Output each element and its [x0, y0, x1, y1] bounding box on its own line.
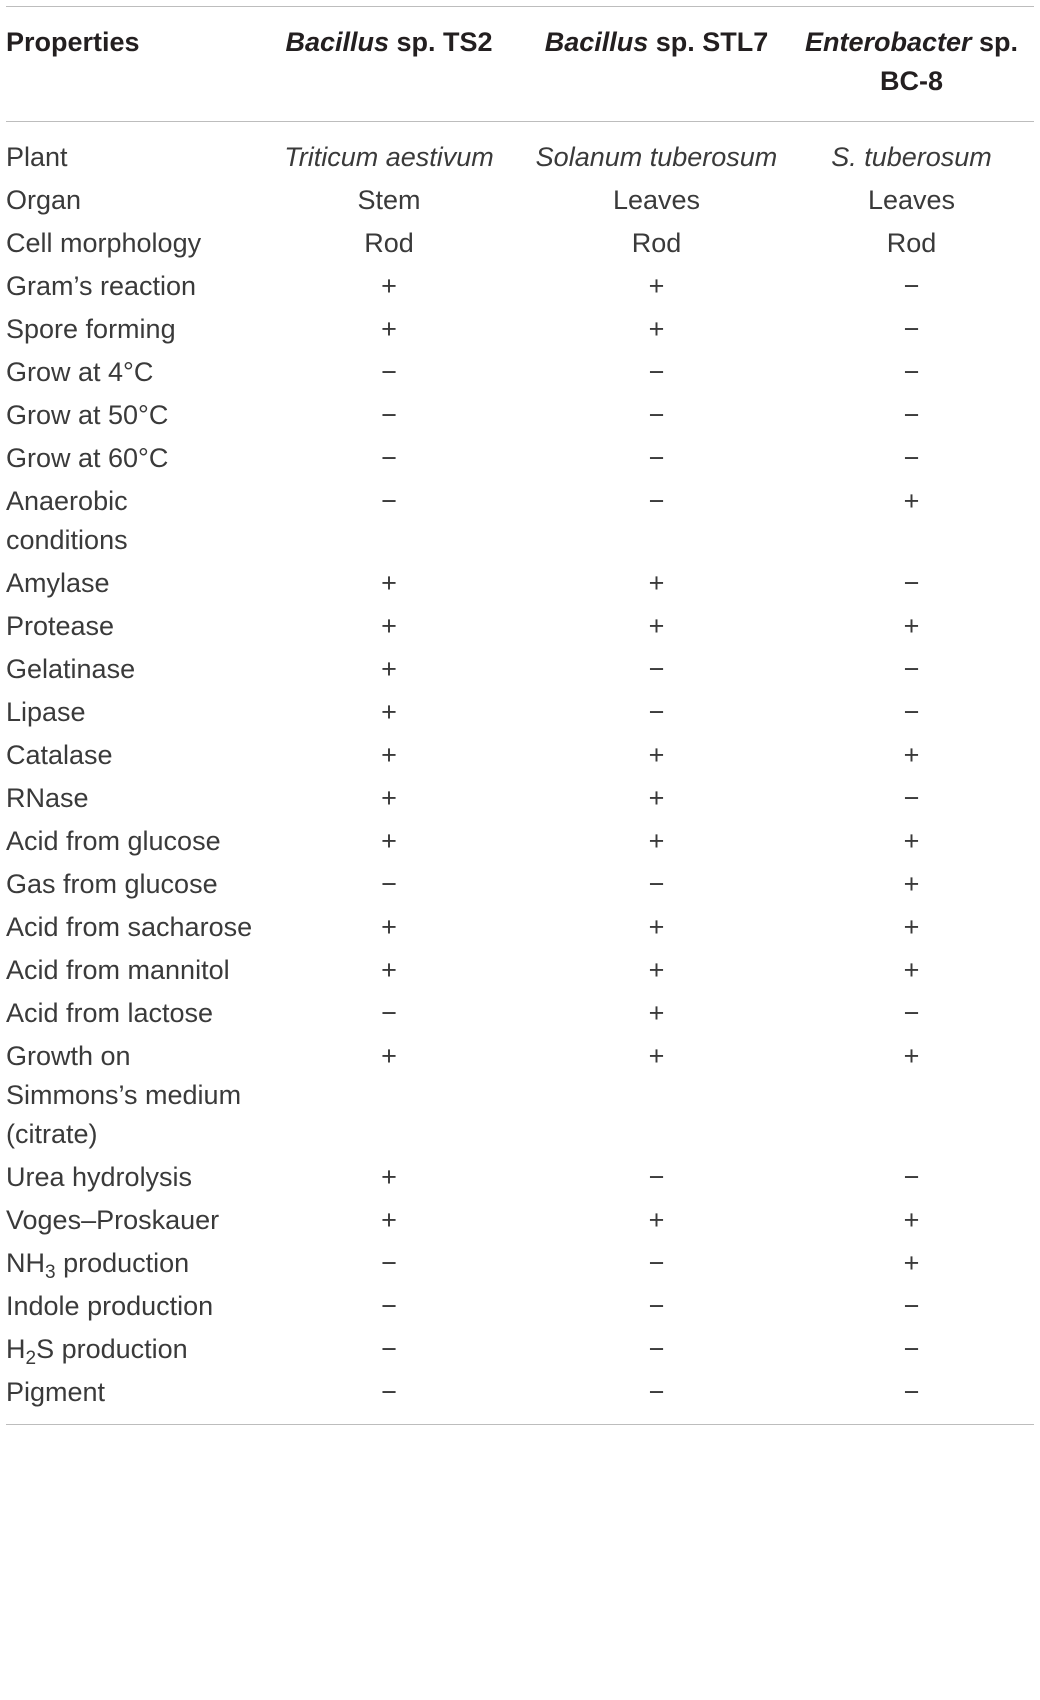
row-label: [6, 1242, 254, 1285]
row-label: Acid from mannitol: [6, 955, 230, 985]
row-label: Organ: [6, 185, 82, 215]
header-properties: Properties: [6, 7, 254, 122]
cell-value: −: [648, 1162, 665, 1192]
cell-value: −: [381, 1377, 397, 1407]
table-row: [6, 863, 1034, 906]
table-row: [6, 122, 1034, 180]
cell-value: +: [903, 955, 920, 985]
cell-value: −: [903, 443, 920, 473]
cell-value: −: [648, 443, 665, 473]
row-label: Urea hydrolysis: [6, 1162, 193, 1192]
table-row: [6, 691, 1034, 734]
cell-value: −: [648, 400, 665, 430]
row-label: Voges–Proskauer: [6, 1205, 220, 1235]
row-label: Lipase: [6, 697, 86, 727]
table-row: [6, 648, 1034, 691]
header-bacillus-ts2: [254, 7, 524, 122]
row-label: RNase: [6, 783, 89, 813]
cell-value: +: [648, 1205, 665, 1235]
header-strain: sp. TS2: [389, 27, 493, 57]
row-label: Pigment: [6, 1377, 106, 1407]
cell-value: −: [648, 357, 665, 387]
table-header: [6, 7, 1034, 122]
row-label: Catalase: [6, 740, 113, 770]
cell-value: S. tuberosum: [831, 142, 992, 172]
cell-value: −: [381, 1334, 397, 1364]
cell-value: −: [903, 1162, 920, 1192]
table-row: [6, 777, 1034, 820]
row-label-part: production: [55, 1248, 190, 1278]
row-label: Plant: [6, 142, 68, 172]
cell-value: −: [903, 357, 920, 387]
cell-value: −: [648, 486, 665, 516]
cell-value: +: [648, 611, 665, 641]
cell-value: +: [903, 611, 920, 641]
cell-value: Leaves: [867, 185, 956, 215]
row-label: Grow at 60°C: [6, 443, 169, 473]
row-label: [6, 1328, 254, 1371]
row-label-subscript: 2: [25, 1348, 37, 1369]
bacterial-properties-table: [6, 6, 1034, 1425]
row-label: Cell morphology: [6, 228, 202, 258]
table-row: [6, 605, 1034, 648]
header-bacillus-stl7: [524, 7, 789, 122]
cell-value: −: [903, 783, 920, 813]
cell-value: −: [903, 654, 920, 684]
cell-value: −: [903, 697, 920, 727]
cell-value: Stem: [357, 185, 421, 215]
cell-value: +: [381, 826, 397, 856]
header-genus: Bacillus: [544, 27, 649, 57]
table-row: [6, 308, 1034, 351]
cell-value: +: [648, 955, 665, 985]
row-label: Acid from sacharose: [6, 912, 253, 942]
cell-value: +: [648, 271, 665, 301]
row-label: Gelatinase: [6, 654, 136, 684]
cell-value: Rod: [631, 228, 682, 258]
cell-value: +: [381, 912, 397, 942]
header-strain: sp. BC-8: [879, 27, 1019, 96]
table-row: [6, 394, 1034, 437]
cell-value: −: [903, 1334, 920, 1364]
cell-value: +: [648, 740, 665, 770]
row-label: Spore forming: [6, 314, 176, 344]
cell-value: −: [648, 1248, 665, 1278]
cell-value: −: [903, 314, 920, 344]
cell-value: +: [903, 1205, 920, 1235]
header-genus: Bacillus: [285, 27, 389, 57]
table-row: [6, 1199, 1034, 1242]
cell-value: Rod: [886, 228, 937, 258]
row-label: Anaerobic conditions: [6, 486, 128, 555]
table-row: [6, 1035, 1034, 1156]
cell-value: +: [381, 271, 397, 301]
table-row: [6, 820, 1034, 863]
row-label: Acid from glucose: [6, 826, 221, 856]
cell-value: +: [381, 611, 397, 641]
cell-value: Leaves: [612, 185, 701, 215]
cell-value: −: [381, 400, 397, 430]
cell-value: −: [903, 568, 920, 598]
cell-value: −: [648, 1377, 665, 1407]
cell-value: +: [903, 826, 920, 856]
cell-value: −: [903, 1377, 920, 1407]
cell-value: −: [381, 1291, 397, 1321]
table-row: [6, 351, 1034, 394]
header-strain: sp. STL7: [648, 27, 769, 57]
header-enterobacter-bc8: [789, 7, 1034, 122]
cell-value: +: [648, 1041, 665, 1071]
cell-value: +: [903, 869, 920, 899]
header-row: [6, 7, 1034, 122]
table-row: [6, 179, 1034, 222]
row-label-part: NH: [6, 1248, 45, 1278]
cell-value: +: [381, 740, 397, 770]
row-label: Acid from lactose: [6, 998, 214, 1028]
cell-value: +: [648, 314, 665, 344]
cell-value: Rod: [364, 228, 414, 258]
row-label: Amylase: [6, 568, 110, 598]
cell-value: −: [903, 1291, 920, 1321]
row-label: Protease: [6, 611, 115, 641]
cell-value: −: [381, 1248, 397, 1278]
cell-value: +: [648, 998, 665, 1028]
table-row: [6, 480, 1034, 562]
row-label-subscript: 3: [45, 1262, 56, 1283]
cell-value: +: [381, 314, 397, 344]
table-row: [6, 1156, 1034, 1199]
header-genus: Enterobacter: [804, 27, 972, 57]
cell-value: −: [648, 697, 665, 727]
cell-value: +: [903, 1248, 920, 1278]
table-row: [6, 949, 1034, 992]
cell-value: Triticum aestivum: [284, 142, 494, 172]
cell-value: +: [648, 826, 665, 856]
cell-value: +: [903, 912, 920, 942]
cell-value: +: [381, 697, 397, 727]
table-row: [6, 222, 1034, 265]
table-row: [6, 562, 1034, 605]
cell-value: −: [381, 998, 397, 1028]
table-row: [6, 1328, 1034, 1371]
cell-value: +: [903, 740, 920, 770]
cell-value: −: [903, 400, 920, 430]
cell-value: +: [381, 1041, 397, 1071]
cell-value: +: [648, 783, 665, 813]
cell-value: +: [381, 1205, 397, 1235]
table-body: [6, 122, 1034, 1425]
row-label: Grow at 4°C: [6, 357, 154, 387]
cell-value: −: [648, 1291, 665, 1321]
cell-value: +: [648, 568, 665, 598]
table-row: [6, 437, 1034, 480]
cell-value: +: [903, 1041, 920, 1071]
table-row: [6, 265, 1034, 308]
table-row: [6, 1371, 1034, 1425]
cell-value: −: [381, 357, 397, 387]
row-label-part: H: [6, 1334, 26, 1364]
cell-value: −: [648, 869, 665, 899]
table-row: [6, 906, 1034, 949]
table-row: [6, 992, 1034, 1035]
cell-value: +: [903, 486, 920, 516]
cell-value: −: [648, 654, 665, 684]
row-label: Gram’s reaction: [6, 271, 197, 301]
cell-value: +: [381, 1162, 397, 1192]
row-label: Indole production: [6, 1291, 214, 1321]
cell-value: +: [381, 568, 397, 598]
cell-value: +: [648, 912, 665, 942]
cell-value: −: [381, 869, 397, 899]
row-label: Growth on Simmons’s medium (citrate): [6, 1041, 242, 1149]
table-row: [6, 1242, 1034, 1285]
cell-value: Solanum tuberosum: [535, 142, 778, 172]
row-label-part: S production: [36, 1334, 188, 1364]
cell-value: −: [381, 443, 397, 473]
cell-value: −: [903, 998, 920, 1028]
cell-value: +: [381, 783, 397, 813]
cell-value: −: [381, 486, 397, 516]
cell-value: +: [381, 654, 397, 684]
row-label: Grow at 50°C: [6, 400, 169, 430]
table-row: [6, 1285, 1034, 1328]
cell-value: +: [381, 955, 397, 985]
cell-value: −: [648, 1334, 665, 1364]
cell-value: −: [903, 271, 920, 301]
table-row: [6, 734, 1034, 777]
row-label: Gas from glucose: [6, 869, 218, 899]
